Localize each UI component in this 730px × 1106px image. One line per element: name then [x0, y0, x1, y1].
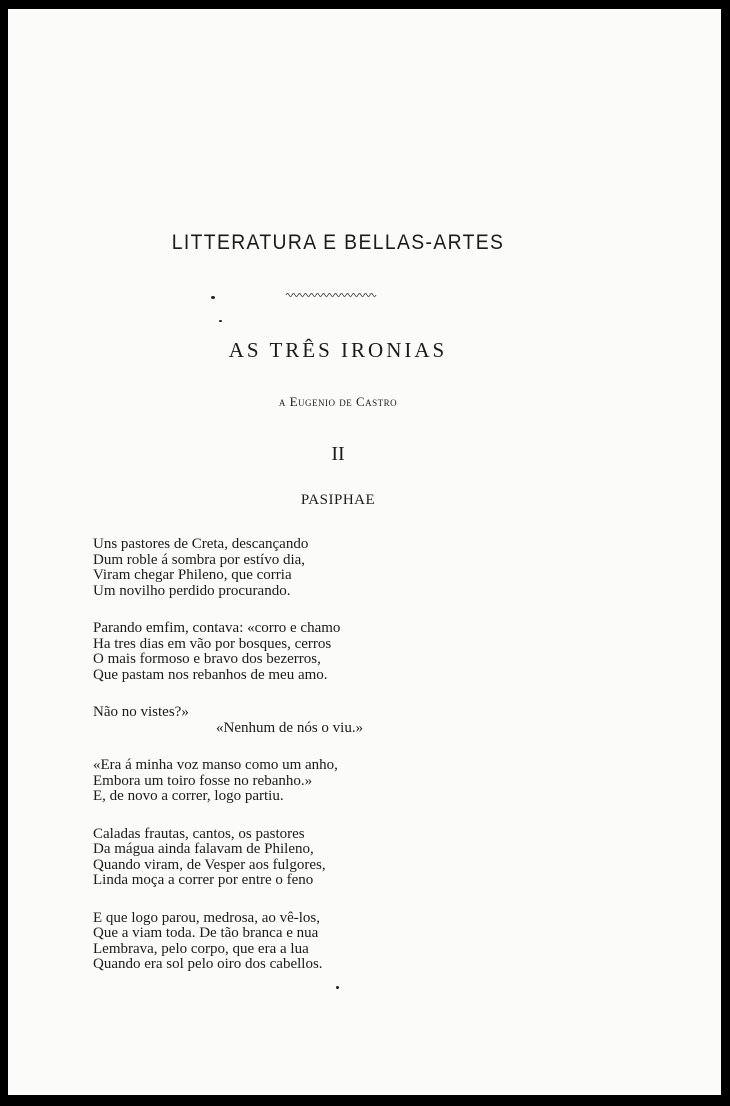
verse-line: Quando viram, de Vesper aos fulgores, [93, 856, 326, 873]
stanza [93, 621, 493, 683]
poem-subtitle: PASIPHAE [300, 492, 376, 508]
verse-line: Da mágua ainda falavam de Phileno, [93, 841, 314, 857]
verse-line: Ha tres dias em vão por bosques, cerros [93, 635, 332, 652]
print-speck [211, 296, 215, 299]
stanza [93, 537, 493, 599]
verse-line: Embora um toiro fosse no rebanho.» [93, 772, 313, 789]
section-header: LITTERATURA E BELLAS-ARTES [171, 231, 505, 254]
verse-line: Lembrava, pelo corpo, que era a lua [93, 940, 309, 957]
verse-line: Quando era sol pelo oiro dos cabellos. [93, 956, 323, 972]
verse-line: Uns pastores de Creta, descançando [93, 536, 309, 552]
verse-line: Um novilho perdido procurando. [93, 582, 291, 599]
document-page [8, 9, 721, 1095]
verse-line: «Era á minha voz manso como um anho, [93, 757, 338, 773]
verse-line-reply: «Nenhum de nós o viu.» [216, 719, 364, 736]
verse-line: Que pastam nos rebanhos de meu amo. [93, 666, 328, 683]
dedication [8, 394, 668, 410]
stanza [93, 705, 493, 736]
verse-line: O mais formoso e bravo dos bezerros, [93, 651, 321, 667]
verse-line: Linda moça a correr por entre o feno [93, 872, 314, 888]
verse-line: Dum roble á sombra por estívo dia, [93, 551, 306, 568]
print-speck [219, 320, 222, 322]
part-numeral: II [331, 443, 345, 465]
verse-line: Que a viam toda. De tão branca e nua [93, 925, 319, 941]
verse-line: Não no vistes?» [93, 704, 189, 720]
stanza [93, 827, 493, 889]
poem-title: AS TRÊS IRONIAS [228, 338, 448, 362]
verse-line: E, de novo a correr, logo partiu. [93, 788, 284, 804]
dedication-prefix: a [278, 394, 286, 409]
stanza [93, 911, 493, 973]
stanza [93, 758, 493, 805]
verse-line: Caladas frautas, cantos, os pastores [93, 825, 305, 842]
verse-line: E que logo parou, medrosa, ao vê-los, [93, 909, 321, 926]
poem-body [93, 537, 493, 995]
verse-line: Viram chegar Phileno, que corria [93, 567, 292, 583]
print-speck [336, 986, 339, 989]
dedication-name: Eugenio de Castro [289, 394, 398, 409]
verse-line: Parando emfim, contava: «corro e chamo [93, 620, 341, 636]
ornamental-rule [286, 291, 378, 299]
